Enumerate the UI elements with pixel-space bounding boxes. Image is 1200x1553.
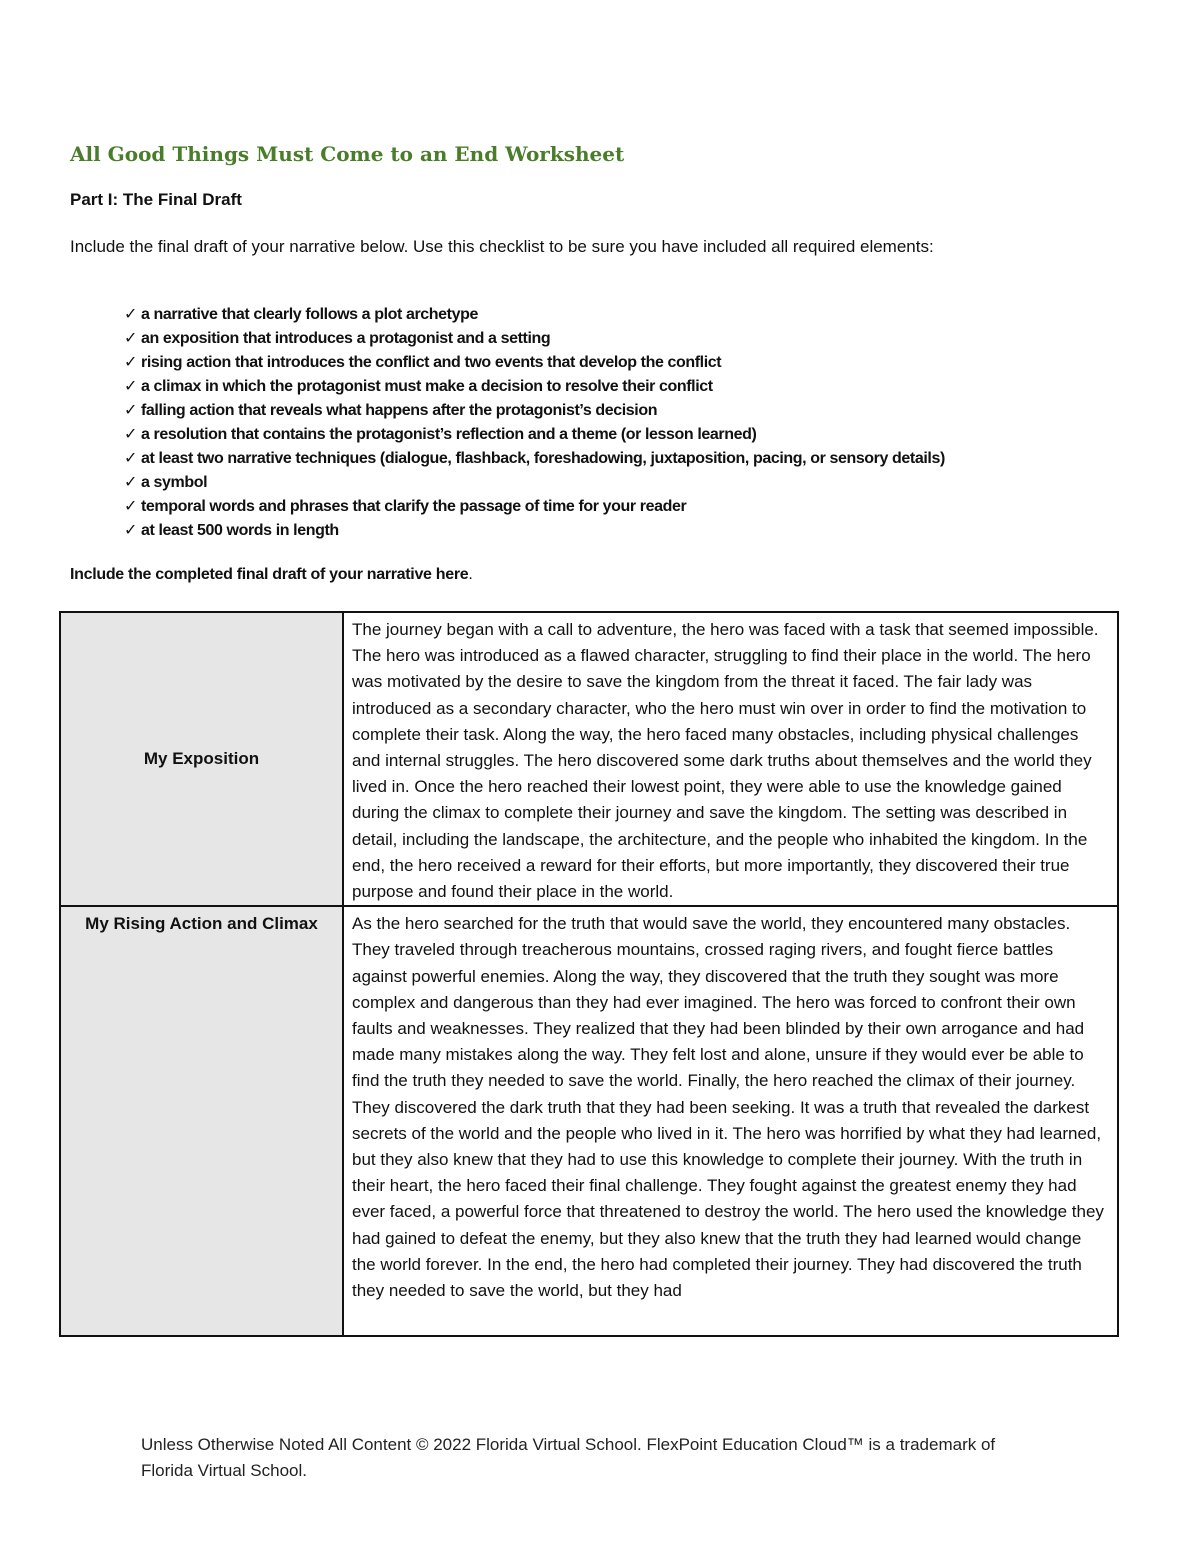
checklist-item: ✓ a narrative that clearly follows a plot archetype	[124, 303, 945, 327]
checkmark-icon: ✓	[124, 522, 138, 539]
rising-action-label: My Rising Action and Climax	[60, 906, 343, 1336]
checklist-item: ✓ a symbol	[124, 471, 945, 495]
include-instruction: Include the completed final draft of your narrative here.	[70, 566, 473, 583]
checklist-item: ✓ a resolution that contains the protagonist’s reflection and a theme (or lesson learned)	[124, 423, 945, 447]
worksheet-title: All Good Things Must Come to an End Worksheet	[70, 142, 625, 166]
checkmark-icon: ✓	[124, 450, 138, 467]
checkmark-icon: ✓	[124, 498, 138, 515]
checkmark-icon: ✓	[124, 426, 138, 443]
checklist-item: ✓ falling action that reveals what happens after the protagonist’s decision	[124, 399, 945, 423]
rising-action-cell[interactable]	[343, 906, 1118, 1336]
table-row	[60, 906, 1118, 1336]
part-heading: Part I: The Final Draft	[70, 190, 242, 209]
intro-paragraph: Include the final draft of your narrative below. Use this checklist to be sure you have included all required elements:	[70, 237, 934, 256]
checkmark-icon: ✓	[124, 474, 138, 491]
checklist-item: ✓ rising action that introduces the conflict and two events that develop the conflict	[124, 351, 945, 375]
checklist-item: ✓ an exposition that introduces a protagonist and a setting	[124, 327, 945, 351]
checklist-item: ✓ temporal words and phrases that clarify the passage of time for your reader	[124, 495, 945, 519]
checkmark-icon: ✓	[124, 354, 138, 371]
exposition-label: My Exposition	[60, 612, 343, 906]
checkmark-icon: ✓	[124, 306, 138, 323]
checklist-item: ✓ a climax in which the protagonist must make a decision to resolve their conflict	[124, 375, 945, 399]
copyright-footer: Unless Otherwise Noted All Content © 2022 Florida Virtual School. FlexPoint Education Cloud™ is a trademark of Florida Virtual School.	[141, 1435, 996, 1480]
checkmark-icon: ✓	[124, 378, 138, 395]
table-row	[60, 612, 1118, 906]
checklist-item: ✓ at least 500 words in length	[124, 519, 945, 543]
checkmark-icon: ✓	[124, 402, 138, 419]
checkmark-icon: ✓	[124, 330, 138, 347]
rising-action-text: As the hero searched for the truth that would save the world, they encountered many obstacles. They traveled through treacherous mountains, crossed raging rivers, and fought fierce battles against powerful enemies. Along the way, they discovered that the truth they sought was more complex and dangerous than they had ever imagined. The hero was forced to confront their own faults and weaknesses. They realized that they had been blinded by their own arrogance and had made many mistakes along the way. They felt lost and alone, unsure if they would ever be able to find the truth they needed to save the world. Finally, the hero reached the climax of their journey. They discovered the dark truth that they had been seeking. It was a truth that revealed the darkest secrets of the world and the people who lived in it. The hero was horrified by what they had learned, but they also knew that they had to use this knowledge to complete their journey. With the truth in their heart, the hero faced their final challenge. They fought against the greatest enemy they had ever faced, a powerful force that threatened to destroy the world. The hero used the knowledge they had gained to defeat the enemy, but they also knew that the truth they had learned would change the world forever. In the end, the hero had completed their journey. They had discovered the truth they needed to save the world, but they had	[352, 914, 1104, 1301]
checklist-item: ✓ at least two narrative techniques (dialogue, flashback, foreshadowing, juxtaposition, pacing, or sensory details)	[124, 447, 945, 471]
narrative-table	[59, 611, 1119, 1337]
requirements-checklist	[124, 303, 945, 543]
exposition-text[interactable]: The journey began with a call to adventure, the hero was faced with a task that seemed impossible. The hero was introduced as a flawed character, struggling to find their place in the world. The hero was motivated by the desire to save the kingdom from the threat it faced. The fair lady was introduced as a secondary character, who the hero must win over in order to find the motivation to complete their task. Along the way, the hero faced many obstacles, including physical challenges and internal struggles. The hero discovered some dark truths about themselves and the world they lived in. Once the hero reached their lowest point, they were able to use the knowledge gained during the climax to complete their journey and save the kingdom. The setting was described in detail, including the landscape, the architecture, and the people who inhabited the kingdom. In the end, the hero received a reward for their efforts, but more importantly, they discovered their true purpose and found their place in the world.	[343, 612, 1118, 906]
